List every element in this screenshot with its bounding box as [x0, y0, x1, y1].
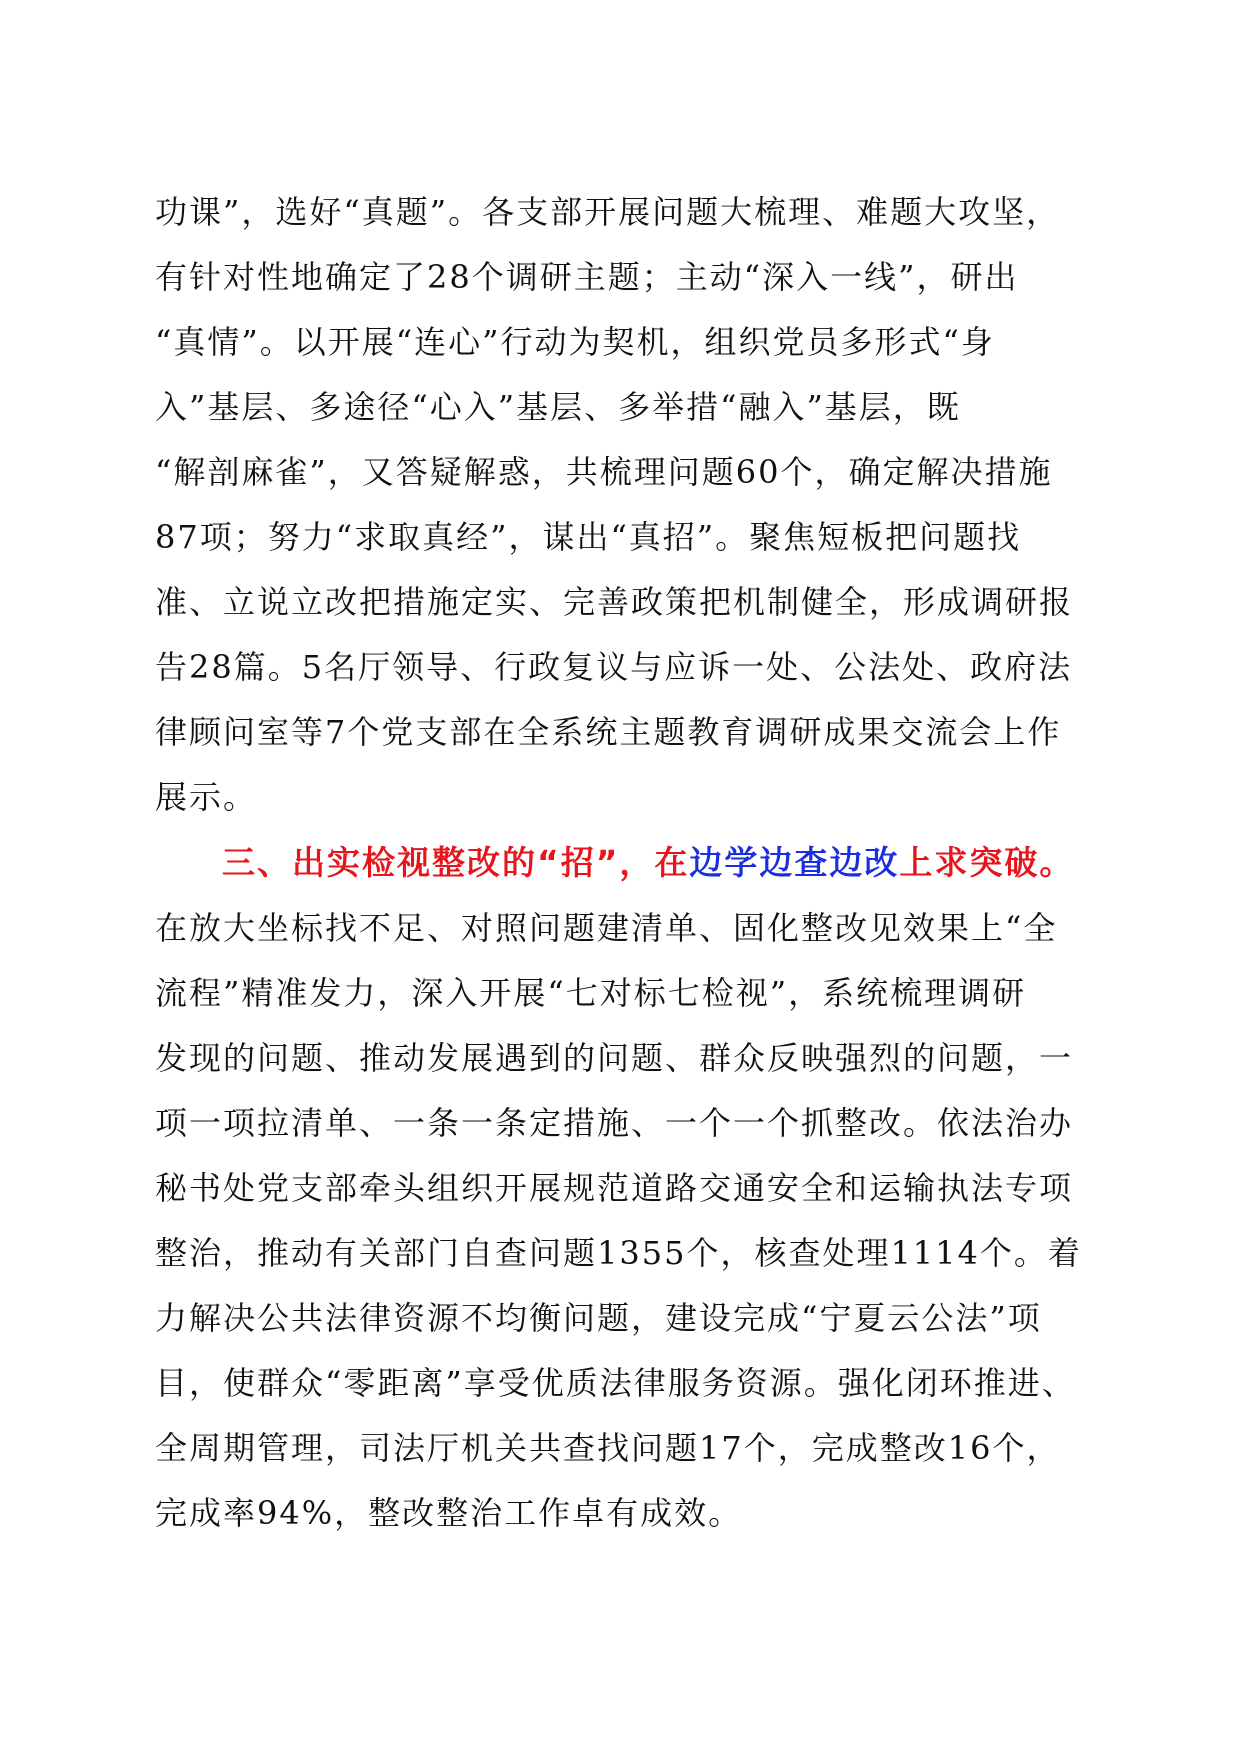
paragraph-line: 全周期管理，司法厅机关共查找问题17个，完成整改16个，: [155, 1429, 1061, 1467]
paragraph-line: 项一项拉清单、一条一条定措施、一个一个抓整改。依法治办: [155, 1104, 1074, 1142]
paragraph-line: “解剖麻雀”，又答疑解惑，共梳理问题60个，确定解决措施: [155, 453, 1053, 491]
heading-red-part-end: 上求突破。: [899, 843, 1075, 882]
paragraph-line: 发现的问题、推动发展遇到的问题、群众反映强烈的问题，一: [155, 1039, 1074, 1077]
paragraph-line: 有针对性地确定了28个调研主题；主动“深入一线”，研出: [155, 258, 1019, 296]
paragraph-line: 87项；努力“求取真经”，谋出“真招”。聚焦短板把问题找: [155, 518, 1022, 556]
heading-red-part: 三、出实检视整改的“招”，在: [222, 843, 690, 882]
paragraph-line: 在放大坐标找不足、对照问题建清单、固化整改见效果上“全: [155, 909, 1058, 947]
paragraph-line: 入”基层、多途径“心入”基层、多举措“融入”基层，既: [155, 388, 961, 426]
paragraph-line: 功课”，选好“真题”。各支部开展问题大梳理、难题大攻坚，: [155, 193, 1061, 231]
paragraph-line: 完成率94%，整改整治工作卓有成效。: [155, 1494, 743, 1532]
paragraph-line: 秘书处党支部牵头组织开展规范道路交通安全和运输执法专项: [155, 1169, 1074, 1207]
paragraph-line: 准、立说立改把措施定实、完善政策把机制健全，形成调研报: [155, 583, 1074, 621]
paragraph-line: 力解决公共法律资源不均衡问题，建设完成“宁夏云公法”项: [155, 1299, 1042, 1337]
paragraph-line: 整治，推动有关部门自查问题1355个，核查处理1114个。着: [155, 1234, 1082, 1272]
section-heading: [222, 843, 1074, 883]
paragraph-line: 目，使群众“零距离”享受优质法律服务资源。强化闭环推进、: [155, 1364, 1076, 1402]
paragraph-line: 告28篇。5名厅领导、行政复议与应诉一处、公法处、政府法: [155, 648, 1073, 686]
paragraph-line: 流程”精准发力，深入开展“七对标七检视”，系统梳理调研: [155, 974, 1027, 1012]
heading-blue-part: 边学边查边改: [689, 843, 900, 882]
paragraph-line: 律顾问室等7个党支部在全系统主题教育调研成果交流会上作: [155, 713, 1062, 751]
paragraph-line: 展示。: [155, 778, 258, 816]
paragraph-line: “真情”。以开展“连心”行动为契机，组织党员多形式“身: [155, 323, 995, 361]
